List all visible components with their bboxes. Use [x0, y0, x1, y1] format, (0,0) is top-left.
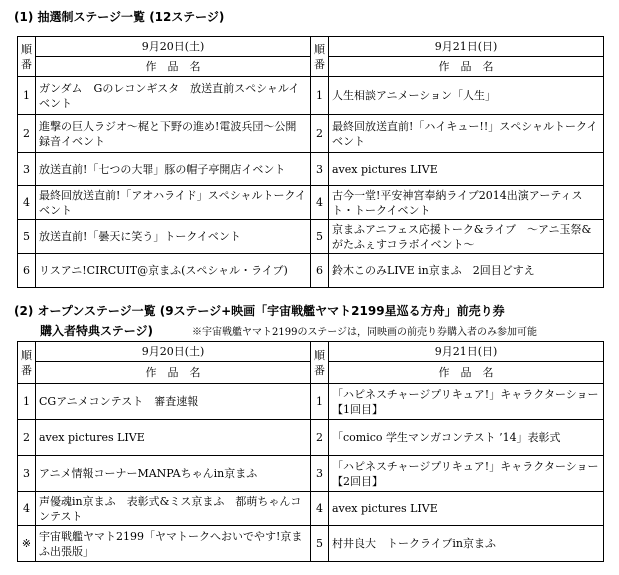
order-number: 4: [311, 492, 329, 526]
stage-title: アニメ情報コーナーMANPAちゃんin京まふ: [36, 456, 311, 492]
stage-title: 古今一堂!平安神宮奉納ライブ2014出演アーティスト・トークイベント: [329, 186, 604, 220]
works-header: 作 品 名: [36, 57, 311, 77]
order-number: 2: [18, 420, 36, 456]
table-row: [18, 456, 604, 492]
stage-title: 宇宙戦艦ヤマト2199「ヤマトークへおいでやす!京まふ出張版」: [36, 526, 311, 562]
order-number: 2: [311, 115, 329, 153]
order-header: 順 番: [311, 37, 329, 77]
order-number: 3: [311, 153, 329, 186]
stage-title: 鈴木このみLIVE in京まふ 2回目どすえ: [329, 254, 604, 288]
order-header: 順 番: [18, 37, 36, 77]
order-number: 4: [18, 186, 36, 220]
order-number: 1: [311, 77, 329, 115]
order-number: 4: [18, 492, 36, 526]
order-number: 5: [311, 220, 329, 254]
stage-title: 京まふアニフェス応援トーク&ライブ ～アニ玉祭&がたふぇすコラボイベント～: [329, 220, 604, 254]
open-stage-table: [17, 341, 604, 562]
order-header: 順 番: [311, 342, 329, 384]
day1-header: 9月20日(土): [36, 342, 311, 362]
stage-title: 声優魂in京まふ 表彰式&ミス京まふ 都萌ちゃんコンテスト: [36, 492, 311, 526]
table-row: [18, 492, 604, 526]
order-number: 1: [311, 384, 329, 420]
order-number: 2: [18, 115, 36, 153]
lottery-stage-table: [17, 36, 604, 288]
stage-title: 人生相談アニメーション「人生」: [329, 77, 604, 115]
table-row: [18, 254, 604, 288]
works-header: 作 品 名: [36, 362, 311, 384]
table-row: [18, 220, 604, 254]
order-number: 3: [18, 153, 36, 186]
order-number: 2: [311, 420, 329, 456]
table-row: [18, 153, 604, 186]
stage-title: 最終回放送直前!「ハイキュー!!」スペシャルトークイベント: [329, 115, 604, 153]
order-number: ※: [18, 526, 36, 562]
stage-title: avex pictures LIVE: [329, 153, 604, 186]
stage-title: avex pictures LIVE: [36, 420, 311, 456]
section2-title-continued: 購入者特典ステージ): [40, 324, 154, 338]
stage-title: リスアニ!CIRCUIT@京まふ(スペシャル・ライブ): [36, 254, 311, 288]
stage-title: ガンダム Gのレコンギスタ 放送直前スペシャルイベント: [36, 77, 311, 115]
order-header: 順 番: [18, 342, 36, 384]
order-number: 6: [311, 254, 329, 288]
stage-title: 放送直前!「七つの大罪」豚の帽子亭開店イベント: [36, 153, 311, 186]
stage-title: avex pictures LIVE: [329, 492, 604, 526]
order-number: 1: [18, 77, 36, 115]
stage-title: 「ハピネスチャージプリキュア!」キャラクターショー【1回目】: [329, 384, 604, 420]
order-number: 4: [311, 186, 329, 220]
order-number: 5: [18, 220, 36, 254]
day2-header: 9月21日(日): [329, 37, 604, 57]
table-row: [18, 77, 604, 115]
stage-title: 最終回放送直前!「アオハライド」スペシャルトークイベント: [36, 186, 311, 220]
section2-note: ※宇宙戦艦ヤマト2199のステージは，同映画の前売り券購入者のみ参加可能: [192, 327, 538, 338]
stage-title: 進撃の巨人ラジオ～梶と下野の進め!電波兵団～公開録音イベント: [36, 115, 311, 153]
table-row: [18, 384, 604, 420]
order-number: 3: [18, 456, 36, 492]
day2-header: 9月21日(日): [329, 342, 604, 362]
section1-title: (1) 抽選制ステージ一覧 (12ステージ): [14, 10, 225, 24]
table-row: [18, 186, 604, 220]
stage-title: 「comico 学生マンガコンテスト ’14」表彰式: [329, 420, 604, 456]
works-header: 作 品 名: [329, 57, 604, 77]
order-number: 1: [18, 384, 36, 420]
section2-title: (2) オープンステージ一覧 (9ステージ+映画「宇宙戦艦ヤマト2199星巡る方舟」前売り券: [14, 304, 505, 318]
stage-title: 村井良大 トークライブin京まふ: [329, 526, 604, 562]
stage-title: 放送直前!「曇天に笑う」トークイベント: [36, 220, 311, 254]
order-number: 3: [311, 456, 329, 492]
table-row: [18, 115, 604, 153]
day1-header: 9月20日(土): [36, 37, 311, 57]
stage-title: CGアニメコンテスト 審査速報: [36, 384, 311, 420]
works-header: 作 品 名: [329, 362, 604, 384]
table-row: [18, 420, 604, 456]
order-number: 6: [18, 254, 36, 288]
order-number: 5: [311, 526, 329, 562]
table-row: [18, 526, 604, 562]
stage-title: 「ハピネスチャージプリキュア!」キャラクターショー【2回目】: [329, 456, 604, 492]
